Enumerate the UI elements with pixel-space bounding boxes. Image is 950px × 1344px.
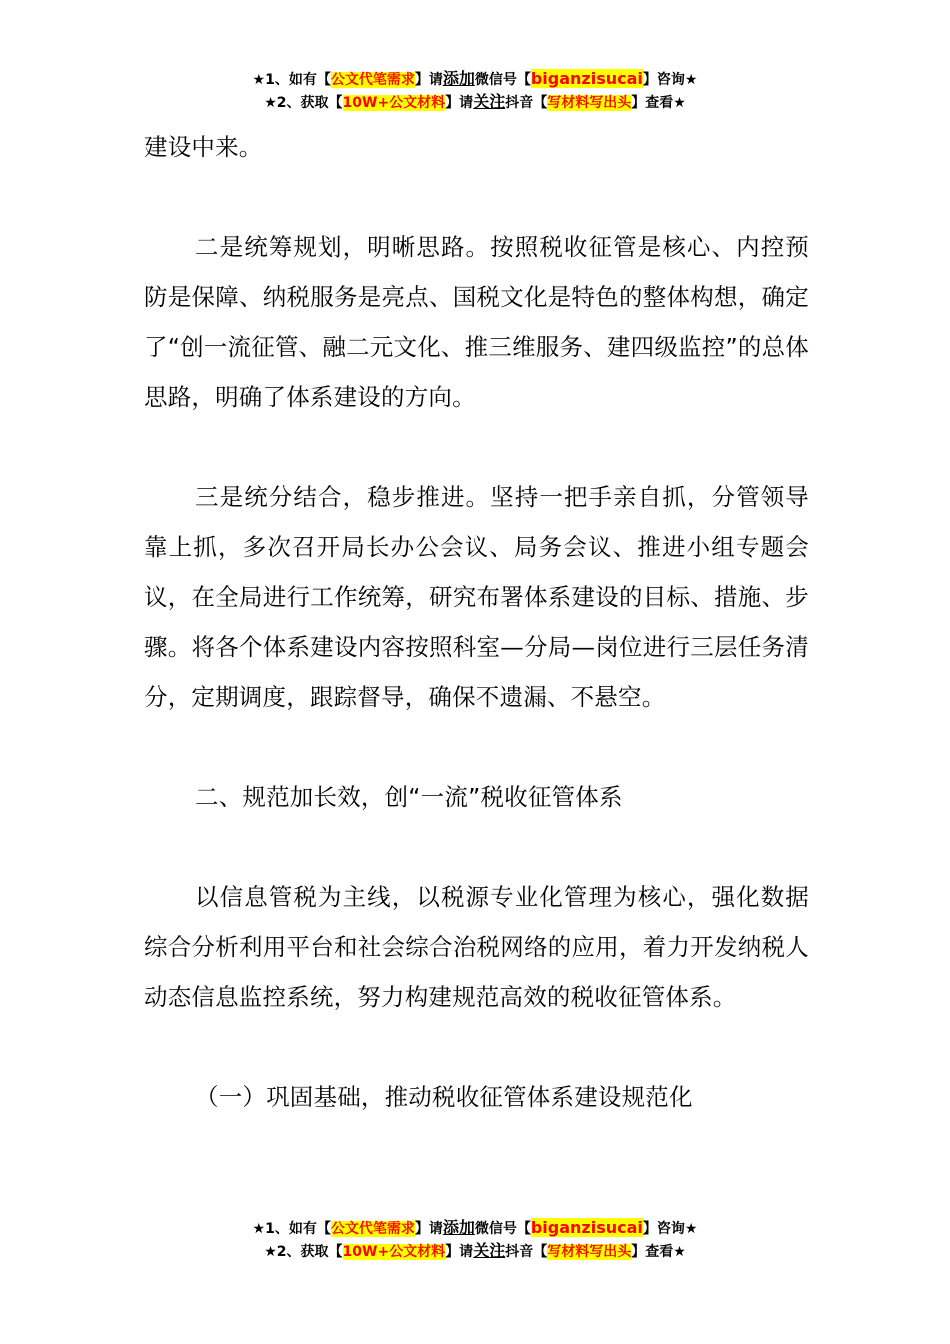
- paragraph-planning: 二是统筹规划，明晰思路。按照税收征管是核心、内控预防是保障、纳税服务是亮点、国税文化是特色的整体构想，确定了“创一流征管、融二元文化、推三维服务、建四级监控”的总体思路，明确了体系建设的方向。: [144, 233, 809, 411]
- banner-text: 】查看★: [631, 1244, 686, 1260]
- banner-text: 抖音【: [505, 1244, 548, 1260]
- subsection-heading: （一）巩固基础，推动税收征管体系建设规范化: [195, 1083, 693, 1111]
- banner-highlight: 公文代笔需求: [330, 1221, 415, 1237]
- banner-underlined: 关注: [473, 92, 506, 111]
- banner-text: ★2、获取【: [264, 1244, 343, 1260]
- banner-underlined: 关注: [473, 1241, 506, 1260]
- banner-text: 】请: [414, 1221, 443, 1237]
- banner-highlight: 公文代笔需求: [330, 72, 415, 88]
- banner-text: 】请: [445, 1244, 474, 1260]
- paragraph-gap: [144, 1022, 809, 1072]
- banner-text: 】咨询★: [642, 1221, 698, 1237]
- paragraph-gap: [144, 422, 809, 472]
- banner-text: 】请: [445, 95, 474, 111]
- footer-banner: [0, 1217, 950, 1263]
- banner-line-1: [0, 1217, 950, 1240]
- banner-underlined: 添加: [442, 1218, 475, 1237]
- paragraph-info-tax: 以信息管税为主线，以税源专业化管理为核心，强化数据综合分析利用平台和社会综合治税网络的应用，着力开发纳税人动态信息监控系统，努力构建规范高效的税收征管体系。: [144, 883, 809, 1011]
- banner-highlight: 10W+公文材料: [342, 1244, 446, 1260]
- section-heading: 二、规范加长效，创“一流”税收征管体系: [195, 783, 623, 811]
- banner-line-1: [0, 68, 950, 91]
- banner-highlight: biganzisucai: [530, 1218, 643, 1237]
- document-body: [144, 122, 809, 1122]
- banner-highlight: 写材料写出头: [547, 95, 632, 111]
- paragraph-coordination: 三是统分结合，稳步推进。坚持一把手亲自抓，分管领导靠上抓，多次召开局长办公会议、局务会议、推进小组专题会议，在全局进行工作统筹，研究布署体系建设的目标、措施、步骤。将各个体系建设内容按照科室—分局—岗位进行三层任务清分，定期调度，跟踪督导，确保不遗漏、不悬空。: [144, 483, 809, 711]
- banner-highlight: 10W+公文材料: [342, 95, 446, 111]
- banner-highlight: biganzisucai: [530, 69, 643, 88]
- banner-text: 微信号【: [474, 72, 531, 88]
- paragraph-continuation: 建设中来。: [144, 133, 263, 161]
- banner-line-2: [0, 1240, 950, 1263]
- banner-underlined: 添加: [442, 69, 475, 88]
- banner-highlight: 写材料写出头: [547, 1244, 632, 1260]
- header-banner: [0, 68, 950, 114]
- banner-text: 】请: [414, 72, 443, 88]
- paragraph-gap: [144, 722, 809, 772]
- banner-text: 微信号【: [474, 1221, 531, 1237]
- paragraph-gap: [144, 172, 809, 222]
- banner-text: ★1、如有【: [252, 1221, 331, 1237]
- banner-text: 】咨询★: [642, 72, 698, 88]
- paragraph-gap: [144, 822, 809, 872]
- banner-text: 抖音【: [505, 95, 548, 111]
- banner-text: 】查看★: [631, 95, 686, 111]
- banner-text: ★1、如有【: [252, 72, 331, 88]
- banner-text: ★2、获取【: [264, 95, 343, 111]
- banner-line-2: [0, 91, 950, 114]
